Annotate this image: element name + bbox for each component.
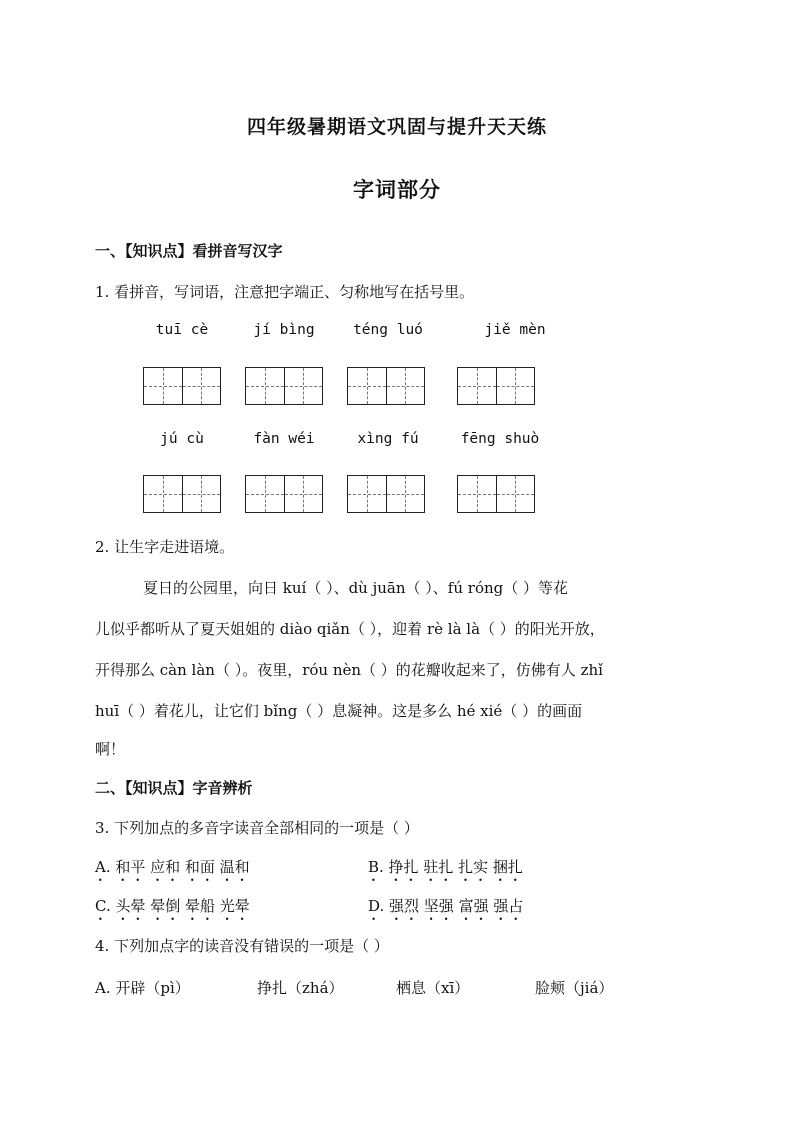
pinyin-label: fēng shuò [460,431,540,447]
section-1-heading: 一、【知识点】看拼音写汉字 [95,242,283,260]
pinyin-label: jú cù [160,431,204,447]
option-b[interactable]: B. 挣扎 驻扎 扎实 捆扎 [368,858,523,876]
writing-grid[interactable] [457,367,535,405]
writing-grid[interactable] [347,367,425,405]
option-item: 脸颊（jiá） [535,979,614,997]
writing-grid[interactable] [457,475,535,513]
question-4-stem: 4. 下列加点字的读音没有错误的一项是（ ） [95,937,389,955]
paragraph-line: 开得那么 càn làn（ ）。夜里，róu nèn（ ）的花瓣收起来了，仿佛有人 zhǐ [95,661,603,679]
option-d[interactable]: D. 强烈 坚强 富强 强占 [368,897,524,915]
option-c[interactable]: C. 头晕 晕倒 晕船 光晕 [95,897,250,915]
pinyin-label: jiě mèn [484,322,546,338]
option-item: 挣扎（zhá） [257,979,344,997]
writing-grid[interactable] [245,367,323,405]
pinyin-label: tuī cè [155,322,209,338]
pinyin-label: jí bìng [253,322,315,338]
section-2-heading: 二、【知识点】字音辨析 [95,779,253,797]
paragraph-line: huī（ ）着花儿，让它们 bǐng（ ）息凝神。这是多么 hé xié（ ）的画面 [95,702,583,720]
pinyin-label: fàn wéi [253,431,315,447]
question-3-stem: 3. 下列加点的多音字读音全部相同的一项是（ ） [95,819,419,837]
writing-grid[interactable] [347,475,425,513]
pinyin-label: xìng fú [357,431,419,447]
paragraph-line: 夏日的公园里，向日 kuí（ ）、dù juān（ ）、fú róng（ ）等花 [143,579,569,597]
pinyin-label: téng luó [353,322,423,338]
option-a[interactable]: A. 开辟（pì） [95,979,190,997]
writing-grid[interactable] [143,475,221,513]
option-item: 栖息（xī） [396,979,470,997]
page-title: 四年级暑期语文巩固与提升天天练 [246,116,547,138]
option-a[interactable]: A. 和平 应和 和面 温和 [95,858,250,876]
writing-grid[interactable] [245,475,323,513]
page-subtitle: 字词部分 [353,177,441,202]
writing-grid[interactable] [143,367,221,405]
paragraph-line: 儿似乎都听从了夏天姐姐的 diào qiǎn（ ），迎着 rè là là（ ）的阳光开放， [95,620,605,638]
question-2-stem: 2. 让生字走进语境。 [95,538,235,556]
question-1-stem: 1. 看拼音，写词语，注意把字端正、匀称地写在括号里。 [95,283,475,301]
paragraph-line: 啊！ [95,740,126,758]
